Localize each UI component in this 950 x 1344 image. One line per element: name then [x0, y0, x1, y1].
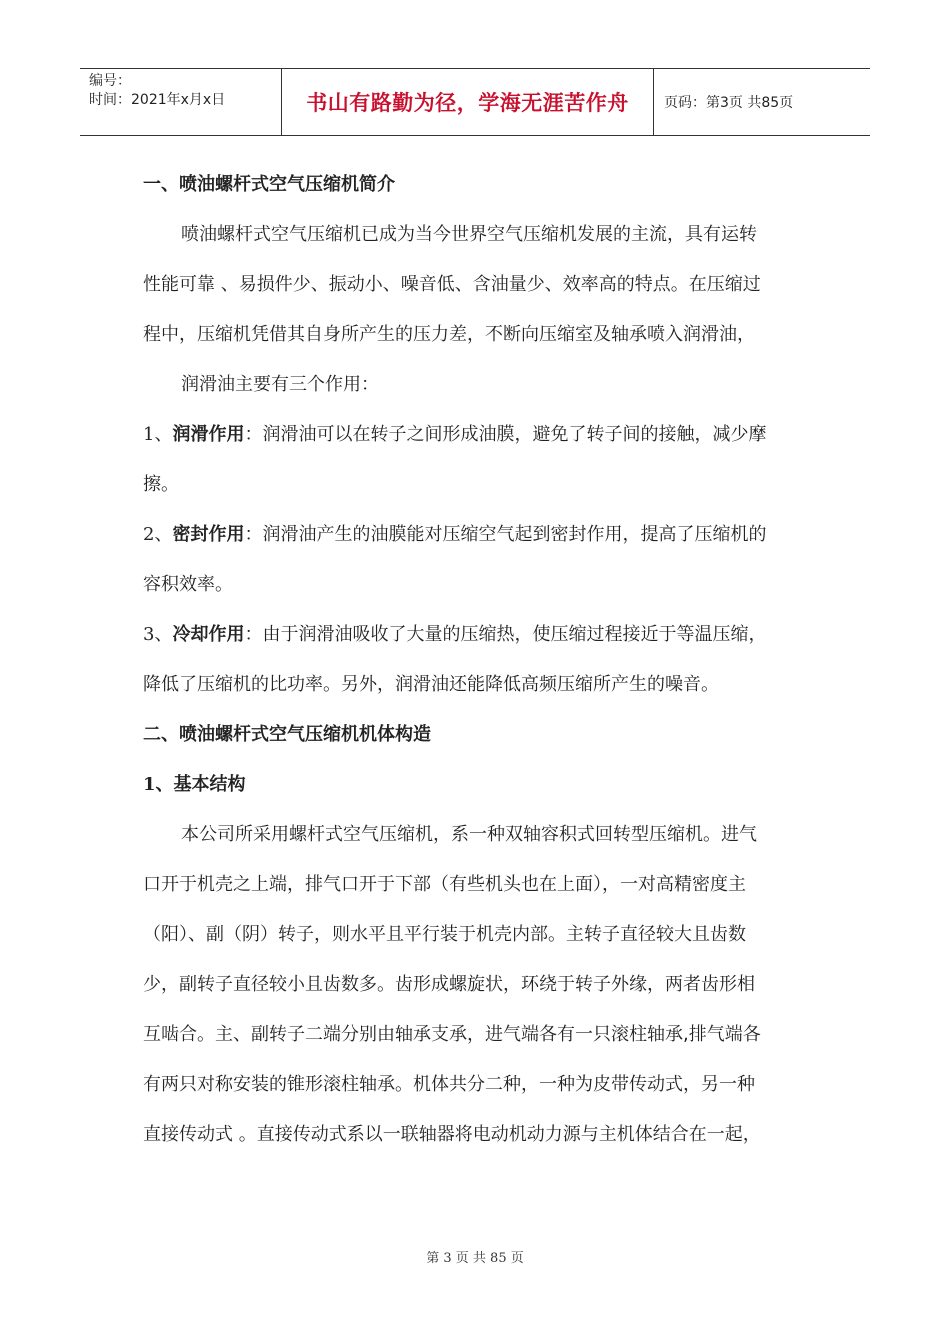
- subsection-label: 基本结构: [173, 774, 246, 795]
- list-item-continuation: 降低了压缩机的比功率。另外，润滑油还能降低高频压缩所产生的噪音。: [143, 674, 719, 695]
- paragraph-line: 有两只对称安装的锥形滚柱轴承。机体共分二种，一种为皮带传动式，另一种: [143, 1074, 755, 1095]
- paragraph-line: 少，副转子直径较小且齿数多。齿形成螺旋状，环绕于转子外缘，两者齿形相: [143, 974, 755, 995]
- subsection-number: 1、: [143, 774, 174, 795]
- header-time-label: 时间：2021年x月x日: [89, 92, 226, 108]
- list-number: 1、: [143, 424, 173, 445]
- page-header: [80, 68, 870, 136]
- list-item-sealing: [143, 518, 813, 568]
- section-2-title: 二、喷油螺杆式空气压缩机机体构造: [143, 724, 431, 745]
- paragraph-line: （阳）、副（阴）转子，则水平且平行装于机壳内部。主转子直径较大且齿数: [143, 924, 746, 945]
- paragraph-line: 口开于机壳之上端，排气口开于下部（有些机头也在上面），一对高精密度主: [143, 874, 746, 895]
- paragraph-line: 直接传动式 。直接传动式系以一联轴器将电动机动力源与主机体结合在一起，: [143, 1124, 761, 1145]
- page-footer: 第 3 页 共 85 页: [426, 1251, 524, 1266]
- list-number: 2、: [143, 524, 173, 545]
- paragraph-line: 互啮合。主、副转子二端分别由轴承支承，进气端各有一只滚柱轴承,排气端各: [143, 1024, 761, 1045]
- section-1-title: 一、喷油螺杆式空气压缩机简介: [143, 174, 395, 195]
- header-meta-cell: [80, 69, 282, 135]
- paragraph-line: 性能可靠 、易损件少、振动小、噪音低、含油量少、效率高的特点。在压缩过: [143, 274, 761, 295]
- paragraph-line: 程中，压缩机凭借其自身所产生的压力差，不断向压缩室及轴承喷入润滑油，: [143, 324, 755, 345]
- list-item-continuation: 擦。: [143, 474, 179, 495]
- subsection-title: [143, 768, 813, 818]
- list-item-cooling: [143, 618, 813, 668]
- list-term: 冷却作用: [172, 624, 245, 645]
- list-item-continuation: 容积效率。: [143, 574, 233, 595]
- document-body: [143, 168, 813, 1168]
- header-motto: 书山有路勤为径，学海无涯苦作舟: [282, 69, 654, 135]
- header-page-info: 页码：第3页 共85页: [664, 95, 794, 111]
- paragraph-line: 本公司所采用螺杆式空气压缩机，系一种双轴容积式回转型压缩机。进气: [181, 824, 757, 845]
- list-text: ：润滑油产生的油膜能对压缩空气起到密封作用，提高了压缩机的: [244, 524, 767, 545]
- list-text: ：由于润滑油吸收了大量的压缩热，使压缩过程接近于等温压缩，: [244, 624, 767, 645]
- list-text: ：润滑油可以在转子之间形成油膜，避免了转子间的接触，减少摩: [244, 424, 767, 445]
- header-number-label: 编号：: [89, 73, 131, 89]
- paragraph-line: 喷油螺杆式空气压缩机已成为当今世界空气压缩机发展的主流，具有运转: [181, 224, 757, 245]
- list-number: 3、: [143, 624, 173, 645]
- list-term: 润滑作用: [172, 424, 245, 445]
- list-term: 密封作用: [172, 524, 245, 545]
- list-item-lubrication: [143, 418, 813, 468]
- paragraph-line: 润滑油主要有三个作用：: [181, 374, 379, 395]
